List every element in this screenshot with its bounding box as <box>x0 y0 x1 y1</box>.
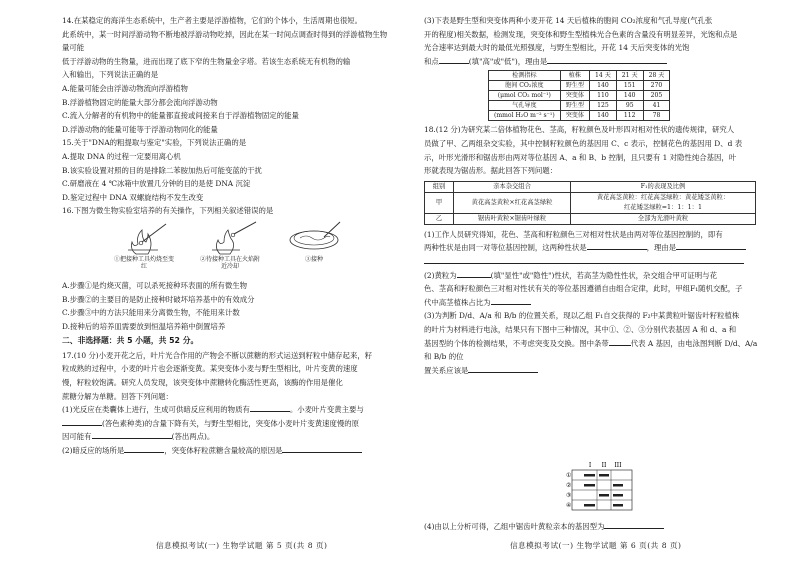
table-header-row <box>425 181 756 192</box>
q14-option-c: C.流入分解者的有机物中的能量都直接或间接来自于浮游植物固定的能量 <box>62 111 299 121</box>
q17-part-3-line: (3)下表是野生型和突变体两种小麦开花 14 天后植株的胞间 CO₂浓度和气孔导度(气孔张 <box>424 16 713 25</box>
q17-part-3-line: 和点 (填"高"或"低")，理由是 <box>424 55 760 69</box>
table-row: 胞间 CO₂浓度 野生型 140 151 270 <box>489 81 670 91</box>
answer-blank[interactable] <box>92 430 172 439</box>
page-footer-left: 信息模拟考试(一) 生物学试题 第 5 页(共 8 页) <box>156 541 328 550</box>
cooling-loop-icon <box>200 220 260 256</box>
q15-option-b: B.该实验设置对照的目的是排除二苯胺加热后可能变蓝的干扰 <box>62 165 262 175</box>
answer-blank[interactable] <box>457 269 491 278</box>
q14-stem-line: 14.在某稳定的海洋生态系统中，生产者主要是浮游植物，它们的个体小，生活周期也很短。 <box>62 16 362 25</box>
q14-stem-line: 低于浮游动物的生物量，进而出现了底下窄的生物量金字塔。若该生态系统无有机物的输 <box>62 56 351 66</box>
table-row: (μmol CO₂ mol⁻¹) 突变体 110 140 205 <box>489 91 670 101</box>
cross-results-table <box>424 181 756 225</box>
gel-col-label: III <box>614 462 622 469</box>
gel-band <box>613 504 623 507</box>
q18-stem-line: 形就表现为锯齿形。据此回答下列问题： <box>424 166 558 176</box>
answer-blank[interactable] <box>609 337 631 346</box>
q16-option-d: D.接种后的培养皿需要放到恒温培养箱中倒置培养 <box>62 321 226 331</box>
q18-part-4: (4)由以上分析可得，乙组中锯齿叶黄粒亲本的基因型为 <box>424 520 664 534</box>
q15-option-d: D.鉴定过程中 DNA 双螺旋结构不发生改变 <box>62 192 204 202</box>
gel-row-label: ① <box>566 472 572 479</box>
answer-blank[interactable] <box>424 255 744 264</box>
answer-blank[interactable] <box>676 241 746 250</box>
q16-option-c: C.步骤③中的方法只能用来分离微生物，不能用来计数 <box>62 308 240 318</box>
q18-part-1: (1)工作人员研究得知，花色、茎高和籽粒颜色三对相对性状是由两对等位基因控制的，即有 <box>424 229 723 239</box>
q18-stem-line: 18.(12 分)为研究某二倍体植物花色、茎高，籽粒颜色及叶形四对相对性状的遗传规律，研究人 <box>424 125 735 135</box>
answer-blank[interactable] <box>587 241 647 250</box>
q14-stem-line: 此系统中，某一时间浮游动物不断地被浮游动物吃掉，因此在某一时间点调查时得到的浮游植物生物量可能 <box>62 29 388 53</box>
answer-blank[interactable] <box>124 444 164 453</box>
table-header: 28 天 <box>643 71 670 81</box>
q18-part-1-line <box>424 255 760 269</box>
answer-blank[interactable] <box>547 55 667 64</box>
gas-exchange-table <box>488 70 670 121</box>
q18-stem-line: 示，叶形光滑形和锯齿形由两对等位基因 A、a 和 B、b 控制，且只要有 1 对隐性纯合基因，叶 <box>424 152 737 162</box>
q16-option-a: A.步骤①是灼烧灭菌，可以杀死接种环表面的所有微生物 <box>62 280 248 290</box>
gel-band <box>584 504 595 507</box>
q15-option-c: C.研磨液在 4 ℃冰箱中放置几分钟的目的是使 DNA 沉淀 <box>62 179 251 189</box>
inoculation-figure <box>62 220 394 278</box>
electrophoresis-figure <box>560 460 640 517</box>
table-header: 植株 <box>560 71 589 81</box>
q17-stem-line: 17.(10 分)小麦开花之后，叶片光合作用的产物会不断以蔗糖的形式运送到籽粒中储存起来，籽 <box>62 350 373 360</box>
answer-blank[interactable] <box>250 403 290 412</box>
q18-part-3: (3)为判断 D/d、A/a 和 B/b 的位置关系，现以乙组 F₁自交获得的 F₂中某黄粒叶锯齿叶籽粒植株 <box>424 311 740 321</box>
q17-stem-line: 慢，籽粒较饱满。研究人员发现，该突变体中蔗糖转化酶活性更高，该酶的作用是催化 <box>62 378 343 388</box>
gel-band <box>613 494 623 497</box>
q15-stem: 15.关于"DNA的粗提取与鉴定"实验，下列说法正确的是 <box>62 138 247 148</box>
table-header: F₁的表现及比例 <box>571 181 756 192</box>
table-header: 亲本杂交组合 <box>454 181 571 192</box>
q17-part-2: (2)暗反应的场所是 ，突变体籽粒蔗糖含量较高的原因是 <box>62 444 394 458</box>
gel-band <box>599 474 609 477</box>
q18-part-2: (2)黄粒为 (填"显性"或"隐性")性状，若高茎为隐性性状，杂交组合甲可证明与花 <box>424 270 717 280</box>
gel-band <box>599 494 609 497</box>
q17-part-1-cont: (答色素种类)的含量下降有关，与野生型相比，突变体小麦叶片变黄速度慢的原 <box>62 417 394 431</box>
question-18 <box>424 123 760 377</box>
answer-blank[interactable] <box>439 55 469 64</box>
answer-blank[interactable] <box>62 417 102 426</box>
section-heading: 二、非选择题：共 5 小题，共 52 分。 <box>62 336 199 346</box>
table-header: 组别 <box>425 181 454 192</box>
gel-row-label: ③ <box>566 492 572 499</box>
answer-blank[interactable] <box>604 520 664 529</box>
question-17 <box>62 349 394 458</box>
table-row: 气孔导度 野生型 125 95 41 <box>489 101 670 111</box>
q18-part-2-cont: 代中高茎植株占比为 <box>424 296 760 310</box>
q18-part-3-cont: 置关系应该是 <box>424 364 760 378</box>
table-header-row <box>489 71 670 81</box>
q17-stem-line: 粒成熟的过程中，小麦的叶片也会逐渐变黄。某突变体小麦与野生型相比，叶片变黄的速度 <box>62 364 358 374</box>
q14-stem-line: 入和输出，下列说法正确的是 <box>62 70 159 80</box>
table-row: (mmol H₂O m⁻² s⁻¹) 突变体 140 112 78 <box>489 111 670 121</box>
q17-part-1-cont: 因可能有 (答出两点)。 <box>62 432 215 442</box>
question-15 <box>62 136 394 204</box>
answer-blank[interactable] <box>282 444 362 453</box>
q17-part-3-line: 光合速率达到最大时的最低光照强度，与野生型相比，开花 14 天后突变体的光饱 <box>424 43 690 53</box>
figure-step-2 <box>198 220 262 278</box>
q17-part-1: (1)光反应在类囊体上进行，生成可供暗反应利用的物质有 。小麦叶片变黄主要与 <box>62 405 364 415</box>
q18-part-2-cont: 色、茎高和籽粒颜色三对相对性状有关的等位基因遵循自由组合定律，此时，甲组F₁随机交配，子 <box>424 284 743 294</box>
petri-dish-icon <box>284 220 344 256</box>
q18-part-3-cont: 的叶片为材料进行电泳，结果只有下图中三种情况，其中①、②、③分别代表基因 A 和 d、a 和 <box>424 324 737 334</box>
figure-step-1 <box>112 220 176 278</box>
figure-caption: ②待接种工具在火焰附近冷却 <box>199 255 260 271</box>
q14-option-b: B.浮游植物固定的能量大部分都会流向浮游动物 <box>62 97 218 107</box>
q14-option-a: A.能量可能会由浮游动物流向浮游植物 <box>62 83 188 93</box>
q18-stem-line: 员做了甲、乙两组杂交实验，其中控制籽粒颜色的基因用 C、c 表示，控制花色的基因用 D、d 表 <box>424 138 743 148</box>
gel-row-label: ② <box>566 482 572 489</box>
gel-band <box>584 474 595 477</box>
answer-blank[interactable] <box>491 296 531 305</box>
table-header: 检测指标 <box>489 71 561 81</box>
page-footer-right: 信息模拟考试(一) 生物学试题 第 6 页(共 8 页) <box>510 541 682 550</box>
gel-row-label: ④ <box>566 502 572 509</box>
q15-option-a: A.提取 DNA 的过程一定要用离心机 <box>62 151 181 161</box>
answer-blank[interactable] <box>468 364 538 373</box>
gel-band <box>584 484 595 487</box>
q14-option-d: D.浮游动物的能量可能等于浮游动物同化的能量 <box>62 124 218 134</box>
q16-stem: 16.下图为微生物实验室培养的有关操作，下列相关叙述错误的是 <box>62 206 274 216</box>
table-row: 乙 锯齿叶黄粒×锯齿叶绿粒 全部为光滑叶黄粒 <box>425 213 756 224</box>
q18-part-1-cont: 两种性状是由同一对等位基因控制，这两种性状是 ，理由是 <box>424 241 760 255</box>
right-page <box>424 14 760 531</box>
q17-stem-line: 蔗糖分解为单糖。回答下列问题： <box>62 391 173 401</box>
q16-option-b: B.步骤②的主要目的是防止接种时破坏培养基中的有效成分 <box>62 294 255 304</box>
flame-loop-icon <box>114 220 174 256</box>
gel-col-label: II <box>601 462 607 469</box>
question-16 <box>62 204 394 333</box>
figure-caption: ①把接种工具灼烧至变红 <box>113 255 174 271</box>
table-header: 14 天 <box>590 71 617 81</box>
table-header: 21 天 <box>616 71 643 81</box>
gel-col-label: I <box>588 462 592 469</box>
gel-diagram <box>560 460 640 512</box>
question-14 <box>62 14 394 136</box>
q17-part-3-line: 开的程度)相关数据，检测发现，突变体和野生型植株光合色素的含量没有明显差异，光饱和点是 <box>424 29 738 39</box>
figure-step-3 <box>284 220 344 278</box>
gel-band <box>613 484 623 487</box>
table-row: 甲 黄花高茎黄粒×红花高茎绿粒 黄花高茎黄粒：红花高茎绿粒：黄花矮茎黄粒： 红花矮茎绿粒=1：1：1：1 <box>425 192 756 213</box>
left-page <box>62 14 394 458</box>
q18-part-3-cont: 基因型的个体的检测结果，不考虑突变及交换。图中条带 代表 A 基因，由电泳图判断 D/d、A/a 和 B/b 的位 <box>424 338 758 362</box>
figure-caption: ③接种 <box>304 255 323 263</box>
